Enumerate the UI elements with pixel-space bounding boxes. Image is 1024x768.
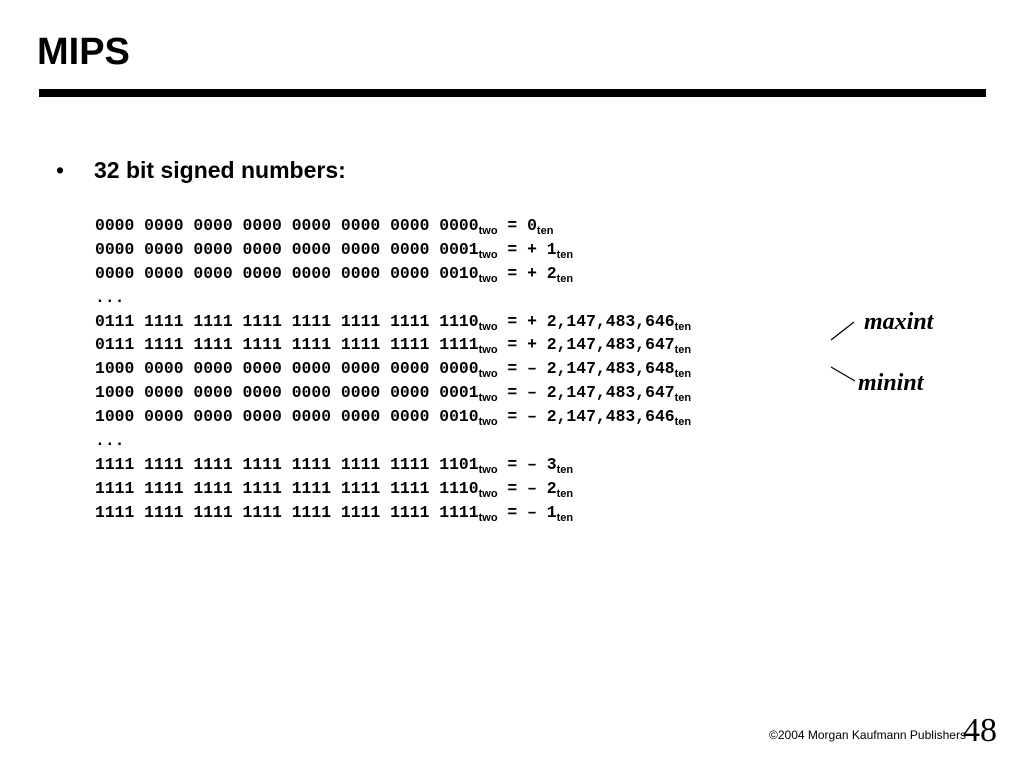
page-number: 48 (963, 712, 997, 749)
base-two-subscript: two (478, 344, 498, 357)
base-ten-subscript: ten (556, 248, 574, 261)
decimal-value: = – 2,147,483,648 (497, 359, 675, 379)
copyright-text: 2004 Morgan Kaufmann Publishers (777, 728, 966, 742)
base-ten-subscript: ten (556, 272, 574, 285)
binary-bits: 0000 0000 0000 0000 0000 0000 0000 0010 (95, 263, 479, 283)
base-ten-subscript: ten (556, 487, 574, 500)
binary-bits: 1000 0000 0000 0000 0000 0000 0000 0000 (95, 359, 479, 379)
base-two-subscript: two (478, 511, 498, 524)
base-ten-subscript: ten (674, 344, 692, 357)
binary-bits: 1111 1111 1111 1111 1111 1111 1111 1111 (95, 502, 479, 522)
base-two-subscript: two (478, 225, 498, 237)
binary-bits: 0111 1111 1111 1111 1111 1111 1111 1111 (95, 335, 479, 355)
decimal-value: = – 2,147,483,647 (497, 383, 675, 403)
binary-bits: 1111 1111 1111 1111 1111 1111 1111 1101 (95, 454, 479, 474)
base-two-subscript: two (478, 272, 498, 285)
base-ten-subscript: ten (674, 392, 692, 405)
binary-bits: 0000 0000 0000 0000 0000 0000 0000 0000 (95, 216, 479, 235)
base-ten-subscript: ten (556, 511, 574, 524)
binary-bits: 1000 0000 0000 0000 0000 0000 0000 0010 (95, 407, 479, 427)
ellipsis-text: ... (95, 287, 125, 307)
bullet-text: 32 bit signed numbers: (94, 157, 346, 183)
decimal-value: = – 2 (497, 478, 557, 498)
base-two-subscript: two (478, 392, 498, 405)
base-ten-subscript: ten (536, 225, 554, 237)
binary-bits: 1111 1111 1111 1111 1111 1111 1111 1110 (95, 478, 479, 498)
copyright-footer (769, 728, 966, 742)
minint-label: minint (858, 370, 924, 396)
decimal-value: = – 1 (497, 502, 557, 522)
decimal-value: = + 1 (497, 239, 557, 259)
decimal-value: = + 2 (497, 263, 557, 283)
base-ten-subscript: ten (674, 416, 692, 429)
base-two-subscript: two (478, 320, 498, 333)
minint-pointer-line (831, 367, 855, 381)
decimal-value: = – 2,147,483,646 (497, 407, 675, 427)
copyright-icon: © (769, 728, 778, 742)
binary-bits: 0111 1111 1111 1111 1111 1111 1111 1110 (95, 311, 479, 331)
binary-bits: 0000 0000 0000 0000 0000 0000 0000 0001 (95, 239, 479, 259)
base-ten-subscript: ten (556, 463, 574, 476)
binary-bits: 1000 0000 0000 0000 0000 0000 0000 0001 (95, 383, 479, 403)
decimal-value: = – 3 (497, 454, 557, 474)
maxint-pointer-line (831, 322, 854, 340)
base-two-subscript: two (478, 248, 498, 261)
base-two-subscript: two (478, 487, 498, 500)
decimal-value: = + 2,147,483,646 (497, 311, 675, 331)
maxint-label: maxint (864, 309, 934, 335)
ellipsis-text: ... (95, 431, 125, 451)
base-two-subscript: two (478, 463, 498, 476)
base-two-subscript: two (478, 368, 498, 381)
slide-title: MIPS (37, 31, 130, 73)
base-ten-subscript: ten (674, 368, 692, 381)
base-ten-subscript: ten (674, 320, 692, 333)
decimal-value: = + 2,147,483,647 (497, 335, 675, 355)
bullet-icon: • (56, 157, 65, 183)
decimal-value: = 0 (497, 216, 537, 235)
base-two-subscript: two (478, 416, 498, 429)
